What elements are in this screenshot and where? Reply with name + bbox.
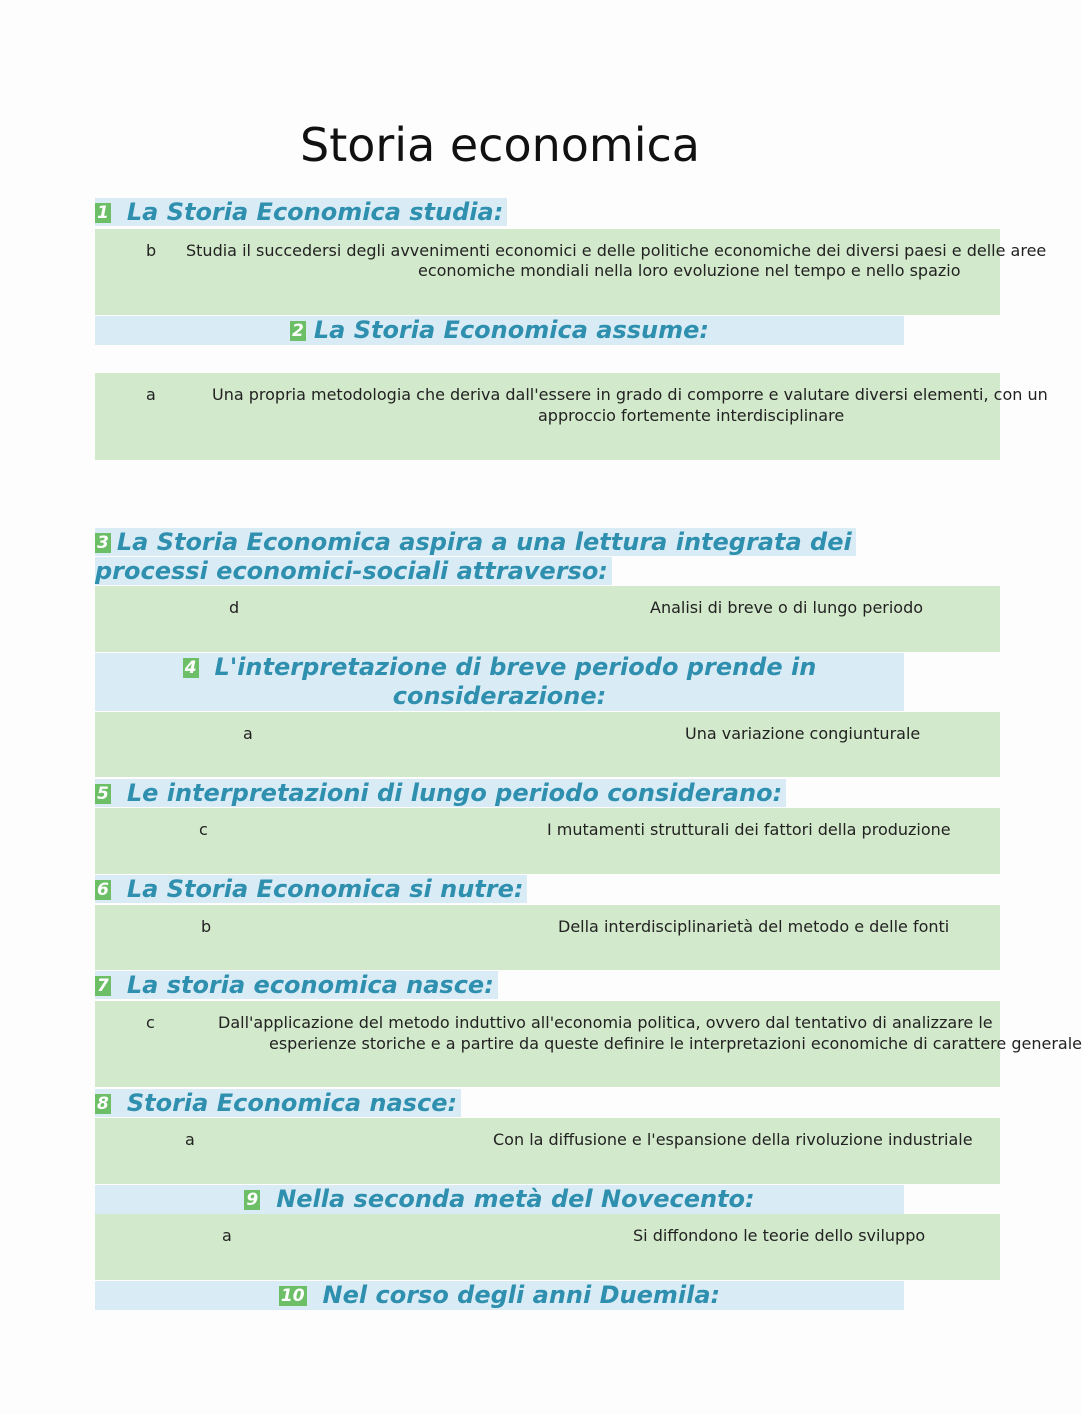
question-5	[95, 779, 786, 808]
document-title: Storia economica	[300, 118, 700, 172]
answer-line-1: Della interdisciplinarietà del metodo e delle fonti	[558, 917, 950, 936]
answer-line-1: Analisi di breve o di lungo periodo	[650, 598, 924, 617]
question-text: Nella seconda metà del Novecento:	[276, 1185, 755, 1213]
question-number: 2	[292, 321, 304, 341]
answer-9	[95, 1214, 1000, 1280]
question-8	[95, 1089, 461, 1118]
answer-line-1: Con la diffusione e l'espansione della rivoluzione industriale	[493, 1130, 973, 1149]
answer-2	[95, 373, 1048, 460]
question-2	[95, 316, 904, 345]
answer-line-2: esperienze storiche e a partire da queste definire le interpretazioni economiche di carattere generale	[269, 1034, 1082, 1053]
answer-6	[95, 905, 1000, 970]
question-number: 8	[97, 1094, 109, 1114]
question-3	[95, 528, 915, 586]
answer-line-1: Studia il succedersi degli avvenimenti economici e delle politiche economiche dei diversi paesi e delle aree	[186, 241, 1047, 260]
answer-line-2: approccio fortemente interdisciplinare	[538, 406, 845, 425]
answer-line-2: economiche mondiali nella loro evoluzione nel tempo e nello spazio	[418, 261, 961, 280]
question-7	[95, 971, 498, 1000]
question-4	[95, 653, 904, 711]
answer-letter: a	[243, 724, 253, 743]
answer-line-1: I mutamenti strutturali dei fattori della produzione	[547, 820, 951, 839]
answer-7	[95, 1001, 1082, 1087]
question-text: L'interpretazione di breve periodo prende in	[214, 653, 817, 681]
question-text: La Storia Economica studia:	[126, 198, 504, 226]
question-text: Nel corso degli anni Duemila:	[322, 1281, 721, 1309]
answer-line-1: Dall'applicazione del metodo induttivo all'economia politica, ovvero dal tentativo di analizzare le	[218, 1013, 993, 1032]
question-text: Le interpretazioni di lungo periodo considerano:	[126, 779, 783, 807]
answer-letter: c	[146, 1013, 155, 1032]
answer-4	[95, 712, 1000, 777]
answer-letter: b	[201, 917, 212, 936]
question-number: 7	[97, 976, 109, 996]
question-text-line-2: processi economici-sociali attraverso:	[95, 557, 608, 585]
answer-letter: a	[146, 385, 156, 404]
question-text: La storia economica nasce:	[126, 971, 494, 999]
answer-3	[95, 586, 1000, 652]
question-number: 6	[97, 880, 109, 900]
answer-5	[95, 808, 1000, 874]
question-1	[95, 198, 507, 227]
answer-line-1: Una propria metodologia che deriva dall'essere in grado di comporre e valutare diversi elementi, con un	[212, 385, 1048, 404]
question-number: 1	[97, 203, 109, 223]
answer-8	[95, 1118, 1000, 1184]
question-10	[95, 1281, 904, 1310]
answer-letter: a	[222, 1226, 232, 1245]
question-number: 4	[184, 658, 197, 678]
question-number: 10	[280, 1286, 305, 1306]
answer-line-1: Si diffondono le teorie dello sviluppo	[633, 1226, 926, 1245]
question-text: La Storia Economica assume:	[313, 316, 709, 344]
question-6	[95, 875, 527, 904]
question-number: 5	[97, 784, 109, 804]
question-number: 9	[246, 1190, 259, 1210]
question-text: La Storia Economica aspira a una lettura integrata dei	[116, 528, 852, 556]
question-number: 3	[97, 533, 109, 553]
answer-letter: c	[199, 820, 208, 839]
answer-letter: a	[185, 1130, 195, 1149]
answer-letter: b	[146, 241, 157, 260]
answer-line-1: Una variazione congiunturale	[685, 724, 921, 743]
question-text: La Storia Economica si nutre:	[126, 875, 524, 903]
question-text-line-2: considerazione:	[392, 682, 607, 710]
question-9	[95, 1185, 904, 1214]
question-text: Storia Economica nasce:	[126, 1089, 458, 1117]
answer-1	[95, 229, 1047, 315]
answer-letter: d	[229, 598, 240, 617]
